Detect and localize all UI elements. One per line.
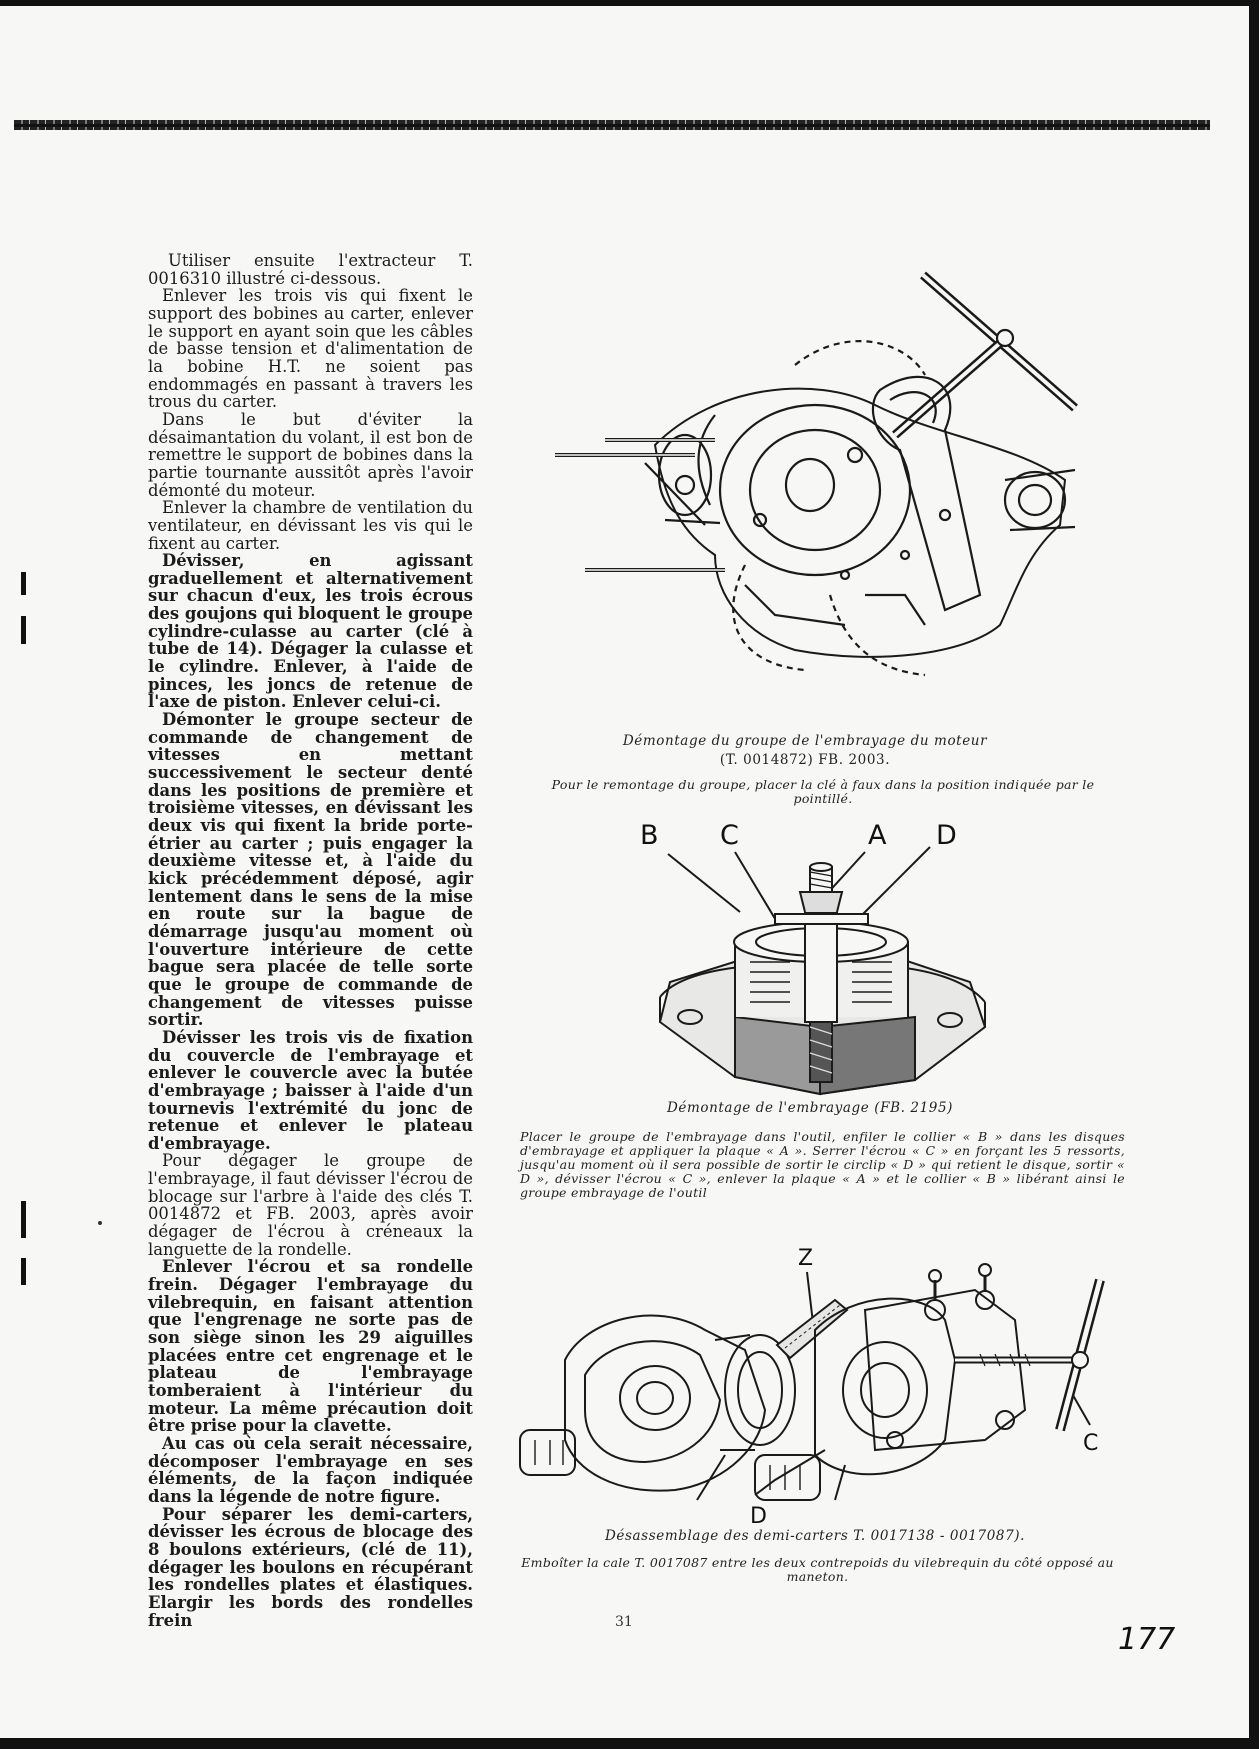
header-rule (14, 120, 1210, 130)
scan-border-top (0, 0, 1259, 6)
body-paragraph: Enlever les trois vis qui fixent le support des bobines au carter, enlever le support en ayant soin que les câbles de basse tension et d'alimentation de la bobine H.T. ne soient pas endommagés en passant à travers les trous du carter. (148, 286, 473, 412)
figure2-label-c: C (720, 820, 739, 851)
body-text-column (148, 252, 473, 1629)
figure1-caption-line2: (T. 0014872) FB. 2003. (719, 752, 891, 768)
figure3-label-c: C (1083, 1431, 1099, 1456)
figure2-label-b: B (640, 820, 659, 851)
figure-clutch-removal-tool (545, 265, 1085, 710)
revision-bar (21, 1258, 26, 1285)
figure1-note: Pour le remontage du groupe, placer la clé à faux dans la position indiquée par le pointillé. (551, 777, 1095, 806)
figure2-note: Placer le groupe de l'embrayage dans l'outil, enfiler le collier « B » dans les disques d'embrayage et appliquer la plaque « A ». Serrer l'écrou « C » en forçant les 5 ressorts, jusqu'au moment où il sera possible de sortir le circlip « D » qui retient le disque, sortir « D », dévisser l'écrou « C », enlever la plaque « A » et le collier « B » libérant ainsi le groupe embrayage de l'outil (520, 1129, 1125, 1200)
body-paragraph: Pour séparer les demi-carters, dévisser les écrous de blocage des 8 boulons extérieurs, (clé de 11), dégager les boulons en récupérant les rondelles plates et élastiques. Elargir les bords des rondelles frein (148, 1504, 473, 1630)
figure2-caption: Démontage de l'embrayage (FB. 2195) (666, 1100, 954, 1116)
revision-bar (21, 1201, 26, 1238)
scan-border-right (1249, 0, 1259, 1749)
revision-bar (21, 572, 26, 595)
figure2-label-d: D (936, 820, 957, 851)
figure-crankcase-separation (515, 1240, 1115, 1530)
body-paragraph: Enlever l'écrou et sa rondelle frein. Dégager l'embrayage du vilebrequin, en faisant attention que l'engrenage ne sorte pas de son siège sinon les 29 aiguilles placées entre cet engrenage et le plateau de l'embrayage tomberaient à l'intérieur du moteur. La même précaution doit être prise pour la clavette. (148, 1257, 473, 1436)
folio: 31 (615, 1614, 633, 1630)
figure-clutch-disassembly (640, 812, 1000, 1102)
figure3-label-z: Z (798, 1246, 814, 1271)
figure3-label-d: D (750, 1504, 767, 1529)
body-paragraph: Dans le but d'éviter la désaimantation du volant, il est bon de remettre le support de bobines dans la partie tournante aussitôt après l'avoir démonté du moteur. (148, 409, 473, 500)
body-paragraph: Enlever la chambre de ventilation du ventilateur, en dévissant les vis qui le fixent au carter. (148, 498, 473, 553)
figure3-caption: Désassemblage des demi-carters T. 0017138 - 0017087). (604, 1528, 1026, 1544)
figure1-caption-line1: Démontage du groupe de l'embrayage du moteur (622, 733, 988, 749)
figure2-label-a: A (868, 820, 887, 851)
revision-bar (21, 616, 26, 644)
body-paragraph: Dévisser, en agissant graduellement et alternativement sur chacun d'eux, les trois écrous des goujons qui bloquent le groupe cylindre-culasse au carter (clé à tube de 14). Dégager la culasse et le cylindre. Enlever, à l'aide de pinces, les joncs de retenue de l'axe de piston. Enlever celui-ci. (148, 551, 473, 712)
margin-dot (98, 1221, 102, 1225)
body-paragraph: Utiliser ensuite l'extracteur T. 0016310 illustré ci-dessous. (148, 251, 473, 288)
scan-border-bottom (0, 1738, 1259, 1749)
body-paragraph: Dévisser les trois vis de fixation du couvercle de l'embrayage et enlever le couvercle avec la butée d'embrayage ; baisser à l'aide d'un tournevis l'extrémité du jonc de retenue et enlever le plateau d'embrayage. (148, 1027, 473, 1153)
body-paragraph: Au cas où cela serait nécessaire, décomposer l'embrayage en ses éléments, de la façon indiquée dans la légende de notre figure. (148, 1433, 473, 1506)
figure3-note: Emboîter la cale T. 0017087 entre les deux contrepoids du vilebrequin du côté opposé au maneton. (521, 1555, 1114, 1584)
body-paragraph: Démonter le groupe secteur de commande de changement de vitesses en mettant successivement le secteur denté dans les positions de première et troisième vitesses, en dévissant les deux vis qui fixent la bride porte-étrier au carter ; puis engager la deuxième vitesse et, à l'aide du kick précédemment déposé, agir lentement dans le sens de la mise en route sur la bague de démarrage jusqu'au moment où l'ouverture intérieure de cette bague sera placée de telle sorte que le groupe de commande de changement de vitesses puisse sortir. (148, 710, 473, 1030)
body-paragraph: Pour dégager le groupe de l'embrayage, il faut dévisser l'écrou de blocage sur l'arbre à l'aide des clés T. 0014872 et FB. 2003, après avoir dégager de l'écrou à créneaux la languette de la rondelle. (148, 1151, 473, 1259)
handwritten-page-number: 177 (1118, 1622, 1176, 1657)
